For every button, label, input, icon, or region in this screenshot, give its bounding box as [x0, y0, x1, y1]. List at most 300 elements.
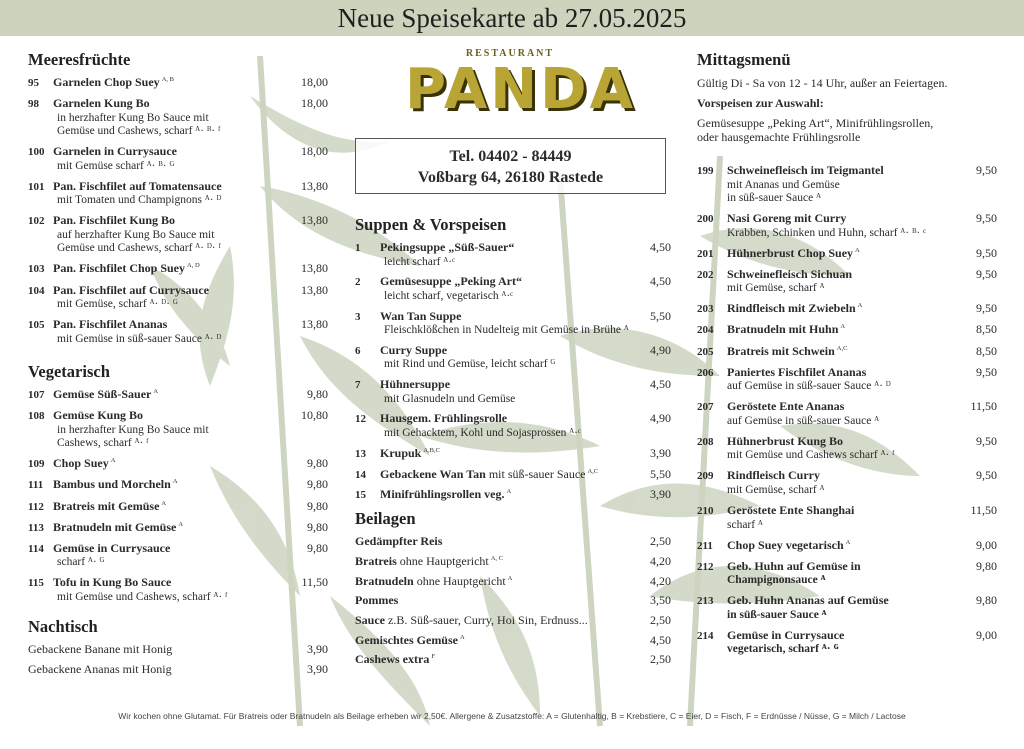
side-dish-name: Gedämpfter Reis	[355, 534, 443, 549]
side-dish-price: 4,20	[650, 553, 671, 568]
menu-item-description: mit Gemüse, scharf ᴬ	[727, 483, 825, 496]
menu-item-row	[28, 576, 278, 591]
side-dish-suffix: ohne Hauptgericht	[399, 553, 489, 568]
menu-item-number: 114	[28, 542, 44, 555]
menu-item-number: 101	[28, 180, 45, 193]
menu-item-row	[28, 643, 278, 657]
menu-item-number: 207	[697, 401, 714, 414]
menu-item	[355, 310, 671, 338]
menu-item-price: 9,50	[976, 364, 997, 379]
menu-item-name: Gemüse in Currysauce	[53, 540, 171, 555]
menu-item-row	[697, 504, 947, 519]
menu-banner	[0, 0, 1024, 36]
allergen-code: A	[506, 488, 512, 496]
menu-item-name: Geb. Huhn auf Gemüse in	[727, 558, 861, 573]
menu-item-description: mit Gemüse und Cashews, scharf ᴬ· ᶠ	[57, 590, 228, 603]
menu-item-name: Gebackene Banane mit Honig	[28, 642, 173, 657]
menu-item-name: Chop Suey	[53, 456, 109, 471]
menu-item-number: 200	[697, 213, 714, 226]
menu-item-row	[355, 241, 621, 256]
allergen-code: A,B,C	[423, 446, 440, 454]
menu-item-price: 9,80	[307, 456, 328, 471]
menu-item	[697, 212, 997, 240]
menu-item-row	[697, 212, 947, 227]
menu-item	[28, 318, 328, 346]
menu-item-name: Gemüse Süß-Sauer	[53, 387, 152, 402]
menu-item-price: 9,50	[976, 301, 997, 316]
menu-item-number: 113	[28, 521, 44, 534]
menu-item-name: Garnelen Chop Suey	[53, 75, 160, 89]
side-dish-row	[355, 634, 621, 648]
section-title-beilagen: Beilagen	[355, 509, 416, 529]
side-dish-suffix: z.B. Süß-sauer, Curry, Hoi Sin, Erdnuss...	[388, 612, 588, 627]
menu-item-row	[28, 180, 278, 195]
menu-item	[28, 97, 328, 139]
menu-item	[355, 344, 671, 372]
menu-item	[28, 145, 328, 173]
allergen-code: A	[153, 388, 159, 396]
menu-item	[355, 468, 671, 483]
menu-item-row	[355, 447, 621, 462]
menu-item	[697, 400, 997, 428]
menu-item-name: Gebackene Ananas mit Honig	[28, 662, 172, 677]
menu-item-number: 100	[28, 146, 45, 159]
menu-item-name: Curry Suppe	[380, 342, 448, 357]
menu-item-number: 1	[355, 242, 361, 254]
nachtisch-list	[28, 643, 328, 676]
side-dish-item	[355, 634, 671, 648]
menu-item-price: 3,90	[307, 642, 328, 657]
mittag-intro	[697, 76, 997, 144]
restaurant-logo	[405, 48, 636, 128]
menu-item-price: 9,80	[307, 540, 328, 555]
allergen-code: A	[161, 499, 167, 507]
menu-item-number: 14	[355, 468, 366, 481]
menu-item-row	[697, 247, 947, 262]
menu-item-number: 6	[355, 344, 361, 357]
side-dish-price: 3,50	[650, 593, 671, 608]
menu-item-description: in herzhafter Kung Bo Sauce mit	[57, 423, 209, 436]
menu-item-price: 9,50	[976, 468, 997, 483]
menu-item	[697, 594, 997, 622]
menu-item-description: mit Gemüse, scharf ᴬ	[727, 282, 825, 295]
menu-item-description: mit Rind und Gemüse, leicht scharf ᴳ	[384, 358, 556, 371]
menu-item-name: Paniertes Fischfilet Ananas	[727, 364, 867, 379]
allergen-code: A	[110, 457, 116, 465]
menu-item-number: 2	[355, 276, 361, 289]
menu-item-price: 5,50	[650, 466, 671, 481]
side-dish-row	[355, 575, 621, 589]
side-dish-row	[355, 594, 621, 608]
menu-item-price: 9,80	[976, 558, 997, 573]
menu-item-row	[697, 323, 947, 338]
menu-item-number: 212	[697, 560, 714, 573]
side-dish-row	[355, 555, 621, 569]
menu-item	[355, 275, 671, 303]
menu-item-name: Garnelen Kung Bo	[53, 96, 150, 111]
menu-item-price: 9,50	[976, 211, 997, 226]
menu-item	[28, 262, 328, 277]
menu-item-price: 10,80	[301, 408, 328, 423]
allergen-code: A	[855, 246, 860, 254]
allergen-code: A, B	[161, 76, 174, 83]
menu-item-price: 18,00	[301, 144, 328, 159]
menu-item-row	[28, 214, 278, 229]
menu-item	[28, 284, 328, 312]
menu-item-row	[355, 275, 621, 290]
menu-item-name-suffix: mit süß-sauer Sauce	[488, 466, 586, 481]
menu-item-name: Hausgem. Frühlingsrolle	[380, 411, 508, 426]
menu-item-row	[28, 542, 278, 557]
menu-item-row	[28, 145, 278, 160]
menu-item-row	[355, 468, 621, 483]
menu-item	[697, 539, 997, 554]
menu-item-description: mit Gehacktem, Kohl und Sojasprossen ᴬ·ᶜ	[384, 426, 581, 439]
menu-item-number: 15	[355, 489, 366, 502]
menu-item-name: Geröstete Ente Shanghai	[727, 503, 855, 518]
menu-item-price: 9,00	[976, 537, 997, 552]
menu-item-name: Garnelen in Currysauce	[53, 144, 177, 159]
allergen-code: A, C	[490, 554, 504, 562]
menu-item-number: 98	[28, 98, 39, 111]
menu-item-price: 13,80	[301, 261, 328, 276]
menu-item-name: Bratreis mit Schwein	[727, 343, 835, 358]
menu-item-price: 4,50	[650, 240, 671, 254]
section-title-meeresfruechte: Meeresfrüchte	[28, 50, 131, 69]
menu-item-price: 9,80	[307, 477, 328, 492]
menu-item-row	[697, 268, 947, 283]
side-dish-item	[355, 575, 671, 589]
logo-panda-text: PANDA	[405, 57, 636, 122]
menu-item	[697, 323, 997, 338]
menu-item-number: 3	[355, 310, 361, 323]
menu-item-price: 4,90	[650, 342, 671, 357]
menu-item-row	[28, 318, 278, 333]
mittag-vorspeisen-label: Vorspeisen zur Auswahl:	[697, 96, 824, 110]
menu-item-name: Bambus und Morcheln	[53, 477, 171, 492]
menu-item-row	[28, 521, 278, 536]
menu-item-description: mit Gemüse und Cashews scharf ᴬ· ᶠ	[727, 449, 895, 462]
menu-item-row	[697, 539, 947, 554]
menu-item-row	[28, 457, 278, 472]
menu-item-price: 9,80	[307, 519, 328, 534]
contact-box	[355, 138, 666, 194]
menu-item-price: 4,90	[650, 411, 671, 426]
menu-item-price: 11,50	[970, 503, 997, 518]
menu-item-name: Pan. Fischfilet Ananas	[53, 317, 168, 332]
side-dish-item	[355, 614, 671, 628]
menu-item-description: auf Gemüse in süß-sauer Sauce ᴬ· ᴰ	[727, 380, 891, 393]
side-dish-item	[355, 535, 671, 549]
menu-item-description: Gemüse und Cashews, scharf ᴬ· ᴰ· ᶠ	[57, 242, 221, 255]
menu-item-number: 201	[697, 247, 714, 260]
menu-item	[355, 378, 671, 406]
menu-item-description: leicht scharf ᴬ·ᶜ	[384, 255, 456, 268]
menu-item-price: 8,50	[976, 322, 997, 337]
allergen-code: A,C	[836, 344, 848, 352]
menu-item-number: 105	[28, 319, 45, 332]
menu-item-row	[28, 262, 278, 277]
side-dish-price: 2,50	[650, 652, 671, 667]
menu-item	[28, 180, 328, 208]
menu-item-row	[28, 663, 278, 677]
menu-item-description: mit Gemüse, scharf ᴬ· ᴰ· ᴳ	[57, 298, 178, 311]
section-title-nachtisch: Nachtisch	[28, 617, 98, 637]
menu-item-number: 12	[355, 413, 366, 426]
menu-item-price: 8,50	[976, 343, 997, 358]
menu-item-row	[28, 409, 278, 424]
menu-item-number: 199	[697, 165, 714, 177]
menu-item-price: 9,80	[976, 593, 997, 608]
menu-item-name: Geb. Huhn Ananas auf Gemüse	[727, 593, 889, 608]
beilagen-list	[355, 535, 671, 667]
section-title-vegetarisch: Vegetarisch	[28, 362, 110, 382]
menu-item	[355, 488, 671, 503]
menu-item-price: 11,50	[970, 399, 997, 414]
menu-item-row	[697, 400, 947, 415]
allergen-code: A	[840, 323, 846, 331]
menu-item-price: 9,50	[976, 163, 997, 177]
menu-item	[28, 457, 328, 472]
menu-item-row	[28, 388, 278, 403]
menu-item-number: 214	[697, 629, 714, 642]
side-dish-price: 2,50	[650, 534, 671, 549]
menu-item-name: Nasi Goreng mit Curry	[727, 211, 847, 226]
menu-item-number: 7	[355, 379, 361, 392]
menu-item	[28, 576, 328, 604]
side-dish-suffix: ohne Hauptgericht	[416, 573, 506, 588]
side-dish-row	[355, 614, 621, 628]
menu-item-description: Cashews, scharf ᴬ· ᶠ	[57, 437, 149, 450]
menu-item-number: 115	[28, 577, 44, 590]
allergen-code: A	[172, 478, 178, 486]
menu-item-number: 206	[697, 366, 714, 379]
menu-item-description: Gemüse und Cashews, scharf ᴬ· ᴮ· ᶠ	[57, 125, 221, 138]
menu-item	[28, 663, 328, 677]
menu-item-number: 102	[28, 215, 45, 228]
menu-item-row	[355, 378, 621, 393]
menu-item-name: Gemüsesuppe „Peking Art“	[380, 274, 523, 289]
contact-phone: Tel. 04402 - 84449	[449, 148, 572, 165]
menu-item-price: 3,90	[307, 662, 328, 677]
menu-item	[28, 478, 328, 493]
menu-item-number: 13	[355, 447, 366, 460]
menu-item-row	[697, 435, 947, 450]
menu-item-name: Pan. Fischfilet Kung Bo	[53, 213, 176, 228]
menu-item-name: Pekingsuppe „Süß-Sauer“	[380, 240, 515, 254]
menu-item-row	[697, 594, 947, 609]
side-dish-row	[355, 653, 621, 667]
menu-item-number: 204	[697, 324, 714, 337]
menu-item	[28, 500, 328, 515]
menu-item-row	[355, 412, 621, 427]
menu-item-name: Bratreis mit Gemüse	[53, 498, 160, 513]
section-title-mittag: Mittagsmenü	[697, 50, 791, 69]
allergen-code: F	[431, 653, 435, 661]
menu-item-price: 13,80	[301, 213, 328, 228]
menu-item-price: 9,00	[976, 627, 997, 642]
menu-item	[697, 504, 997, 532]
menu-item-number: 202	[697, 268, 714, 281]
menu-item-number: 203	[697, 303, 714, 316]
menu-item-name: Minifrühlingsrollen veg.	[380, 487, 505, 502]
side-dish-item	[355, 653, 671, 667]
menu-item-row	[28, 478, 278, 493]
allergen-code: A	[845, 538, 851, 546]
menu-item-description: Krabben, Schinken und Huhn, scharf ᴬ· ᴮ· ᶜ	[727, 226, 927, 239]
menu-item-number: 210	[697, 505, 714, 518]
vegetarisch-list	[28, 388, 328, 604]
menu-item-name: Rindfleisch mit Zwiebeln	[727, 301, 856, 316]
side-dish-name: Bratreis	[355, 553, 397, 568]
menu-item	[697, 345, 997, 360]
side-dish-name: Bratnudeln	[355, 573, 414, 588]
menu-item-description: mit Gemüse scharf ᴬ· ᴮ· ᴳ	[57, 159, 175, 172]
menu-item-description: mit Ananas und Gemüse	[727, 178, 840, 191]
menu-item-name: Chop Suey vegetarisch	[727, 537, 844, 552]
menu-item	[697, 302, 997, 317]
menu-item-name: Pan. Fischfilet auf Currysauce	[53, 282, 209, 297]
menu-item	[355, 412, 671, 440]
menu-item-row	[355, 344, 621, 359]
allergen-code: A	[178, 520, 184, 528]
menu-item-number: 109	[28, 458, 45, 471]
menu-item	[355, 241, 671, 269]
menu-item-row	[355, 310, 621, 325]
menu-item	[355, 447, 671, 462]
menu-item	[28, 643, 328, 657]
menu-item-price: 9,50	[976, 433, 997, 448]
menu-item-price: 18,00	[301, 75, 328, 89]
mittag-list	[697, 164, 997, 657]
menu-item	[28, 542, 328, 570]
menu-item-name: Bratnudeln mit Huhn	[727, 322, 839, 337]
mittag-vorspeisen-line-1: Gemüsesuppe „Peking Art“, Minifrühlingsrollen,	[697, 116, 934, 130]
menu-item-description: Fleischklößchen in Nudelteig mit Gemüse in Brühe ᴬ	[384, 324, 629, 337]
menu-item-name: Hühnersuppe	[380, 377, 451, 392]
menu-item-price: 5,50	[650, 308, 671, 323]
menu-item	[28, 409, 328, 451]
menu-item-row	[28, 500, 278, 515]
menu-item	[697, 247, 997, 262]
menu-item-name: Bratnudeln mit Gemüse	[53, 519, 177, 534]
menu-item	[697, 366, 997, 394]
menu-item-description: Champignonsauce ᴬ	[727, 574, 826, 587]
menu-item-description: mit Gemüse in süß-sauer Sauce ᴬ· ᴰ	[57, 332, 222, 345]
menu-item-row	[697, 345, 947, 360]
menu-item-row	[355, 488, 621, 503]
menu-item-number: 107	[28, 389, 45, 402]
menu-item-number: 205	[697, 345, 714, 358]
menu-item-number: 213	[697, 595, 714, 608]
menu-item-number: 209	[697, 470, 714, 483]
menu-item	[28, 214, 328, 256]
menu-item-name: Rindfleisch Curry	[727, 468, 820, 483]
menu-item-name: Schweinefleisch im Teigmantel	[727, 163, 884, 177]
side-dish-row	[355, 535, 621, 549]
menu-item	[28, 521, 328, 536]
menu-item-name: Tofu in Kung Bo Sauce	[53, 575, 172, 590]
menu-item-row	[28, 284, 278, 299]
logo-restaurant-text: RESTAURANT	[465, 48, 555, 59]
menu-item-name: Hühnerbrust Chop Suey	[727, 245, 854, 260]
menu-item-row	[28, 97, 278, 112]
menu-item-description: scharf ᴬ	[727, 518, 763, 531]
allergen-code: A, D	[187, 262, 200, 270]
menu-item-description: auf herzhafter Kung Bo Sauce mit	[57, 228, 215, 241]
menu-item-description: scharf ᴬ· ᴳ	[57, 556, 105, 569]
menu-item-row	[697, 629, 947, 644]
side-dish-name: Gemischtes Gemüse	[355, 632, 458, 647]
menu-item-description: in herzhafter Kung Bo Sauce mit	[57, 111, 209, 124]
menu-item-row	[697, 302, 947, 317]
menu-item-price: 11,50	[301, 575, 328, 590]
menu-item-row	[28, 76, 278, 91]
menu-item-name: Schweinefleisch Sichuan	[727, 266, 853, 281]
menu-item-price: 13,80	[301, 282, 328, 297]
menu-item-price: 9,80	[307, 387, 328, 402]
side-dish-name: Cashews extra	[355, 652, 430, 667]
menu-item-price: 18,00	[301, 96, 328, 111]
right-column	[697, 50, 997, 664]
menu-item-price: 3,90	[650, 445, 671, 460]
menu-item-row	[697, 164, 947, 179]
side-dish-item	[355, 594, 671, 608]
side-dish-price: 4,50	[650, 632, 671, 647]
menu-item-price: 9,50	[976, 266, 997, 281]
menu-item-name: Pan. Fischfilet auf Tomatensauce	[53, 178, 222, 193]
menu-item-number: 108	[28, 410, 45, 423]
side-dish-name: Pommes	[355, 593, 399, 608]
allergen-footer: Wir kochen ohne Glutamat. Für Bratreis oder Bratnudeln als Beilage erheben wir 2,50€. Allergene & Zusatzstoffe: A = Glutenhaltig, B = Krebstiere, C = Eier, D = Fisch, F = Erdnüsse / Nüsse, G = Milch / Lactose	[118, 711, 906, 721]
mittag-vorspeisen-line-2: oder hausgemachte Frühlingsrolle	[697, 130, 861, 144]
allergen-code: A,C	[587, 467, 599, 475]
menu-item-description: leicht scharf, vegetarisch ᴬ·ᶜ	[384, 289, 514, 302]
allergen-code: A	[507, 574, 513, 582]
menu-item	[697, 164, 997, 206]
allergen-code: A	[459, 633, 465, 641]
menu-item-number: 211	[697, 539, 713, 552]
menu-item-price: 13,80	[301, 178, 328, 193]
menu-item-number: 95	[28, 77, 39, 89]
side-dish-name: Sauce	[355, 612, 385, 627]
menu-item-name: Gebackene Wan Tan	[380, 466, 486, 481]
menu-item-number: 104	[28, 284, 45, 297]
menu-item-name: Gemüse Kung Bo	[53, 408, 144, 423]
menu-item-description: mit Tomaten und Champignons ᴬ· ᴰ	[57, 194, 222, 207]
section-title-suppen: Suppen & Vorspeisen	[355, 215, 507, 234]
menu-item	[28, 76, 328, 91]
menu-item-row	[697, 366, 947, 381]
side-dish-item	[355, 555, 671, 569]
menu-item-number: 103	[28, 263, 45, 276]
menu-item-name: Pan. Fischfilet Chop Suey	[53, 261, 186, 276]
menu-item-description: vegetarisch, scharf ᴬ· ᴳ	[727, 643, 839, 656]
menu-item	[28, 388, 328, 403]
menu-item-price: 4,50	[650, 377, 671, 392]
menu-item-price: 3,90	[650, 487, 671, 502]
menu-item	[697, 268, 997, 296]
mittag-valid: Gültig Di - Sa von 12 - 14 Uhr, außer an Feiertagen.	[697, 76, 948, 90]
middle-column	[355, 215, 671, 673]
menu-item-number: 111	[28, 479, 44, 492]
banner-title: Neue Speisekarte ab 27.05.2025	[337, 3, 687, 33]
side-dish-price: 2,50	[650, 612, 671, 627]
menu-item-name: Wan Tan Suppe	[380, 308, 462, 323]
menu-item-description: auf Gemüse in süß-sauer Sauce ᴬ	[727, 414, 880, 427]
allergen-code: A	[857, 302, 863, 310]
menu-item-description: in süß-sauer Sauce ᴬ	[727, 608, 827, 621]
